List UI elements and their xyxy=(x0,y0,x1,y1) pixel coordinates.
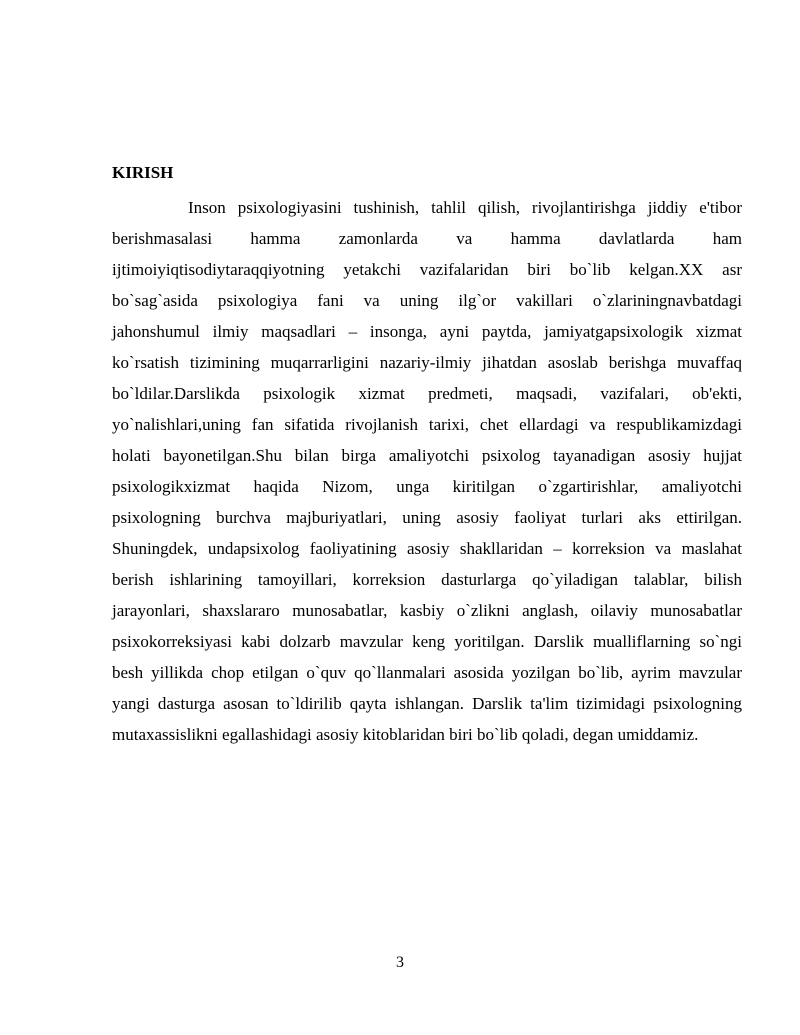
page-number: 3 xyxy=(396,954,404,971)
paragraph-line: holati bayonetilgan.Shu bilan birga amaliyotchi psixolog tayanadigan asosiy hujjat xyxy=(112,446,742,465)
paragraph-line: besh yillikda chop etilgan o`quv qo`llanmalari asosida yozilgan bo`lib, ayrim mavzular xyxy=(112,663,742,682)
paragraph-line: Inson psixologiyasini tushinish, tahlil qilish, rivojlantirishga jiddiy e'tibor xyxy=(188,198,742,217)
paragraph-line: ijtimoiyiqtisodiytaraqqiyotning yetakchi vazifalaridan biri bo`lib kelgan.XX asr xyxy=(112,260,742,279)
paragraph-line: berish ishlarining tamoyillari, korreksion dasturlarga qo`yiladigan talablar, bilish xyxy=(112,570,742,589)
paragraph-line: mutaxassislikni egallashidagi asosiy kitoblaridan biri bo`lib qoladi, degan umiddamiz. xyxy=(112,725,699,744)
paragraph-line: bo`ldilar.Darslikda psixologik xizmat predmeti, maqsadi, vazifalari, ob'ekti, xyxy=(112,384,742,403)
paragraph-line: psixokorreksiyasi kabi dolzarb mavzular keng yoritilgan. Darslik mualliflarning so`ngi xyxy=(112,632,742,651)
paragraph-line: psixologning burchva majburiyatlari, uning asosiy faoliyat turlari aks ettirilgan. xyxy=(112,508,742,527)
section-heading: KIRISH xyxy=(112,163,174,182)
paragraph-line: bo`sag`asida psixologiya fani va uning ilg`or vakillari o`zlariningnavbatdagi xyxy=(112,291,742,310)
paragraph-line: yangi dasturga asosan to`ldirilib qayta ishlangan. Darslik ta'lim tizimidagi psixologning xyxy=(112,694,742,713)
paragraph-line: yo`nalishlari,uning fan sifatida rivojlanish tarixi, chet ellardagi va respublikamizdagi xyxy=(112,415,742,434)
paragraph-line: Shuningdek, undapsixolog faoliyatining asosiy shakllaridan – korreksion va maslahat xyxy=(112,539,742,558)
body-paragraph xyxy=(112,192,742,750)
paragraph-line: ko`rsatish tizimining muqarrarligini nazariy-ilmiy jihatdan asoslab berishga muvaffaq xyxy=(112,353,742,372)
paragraph-line: jahonshumul ilmiy maqsadlari – insonga, ayni paytda, jamiyatgapsixologik xizmat xyxy=(112,322,742,341)
paragraph-line: berishmasalasi hamma zamonlarda va hamma davlatlarda ham xyxy=(112,229,742,248)
paragraph-line: psixologikxizmat haqida Nizom, unga kiritilgan o`zgartirishlar, amaliyotchi xyxy=(112,477,742,496)
paragraph-line: jarayonlari, shaxslararo munosabatlar, kasbiy o`zlikni anglash, oilaviy munosabatlar xyxy=(112,601,742,620)
